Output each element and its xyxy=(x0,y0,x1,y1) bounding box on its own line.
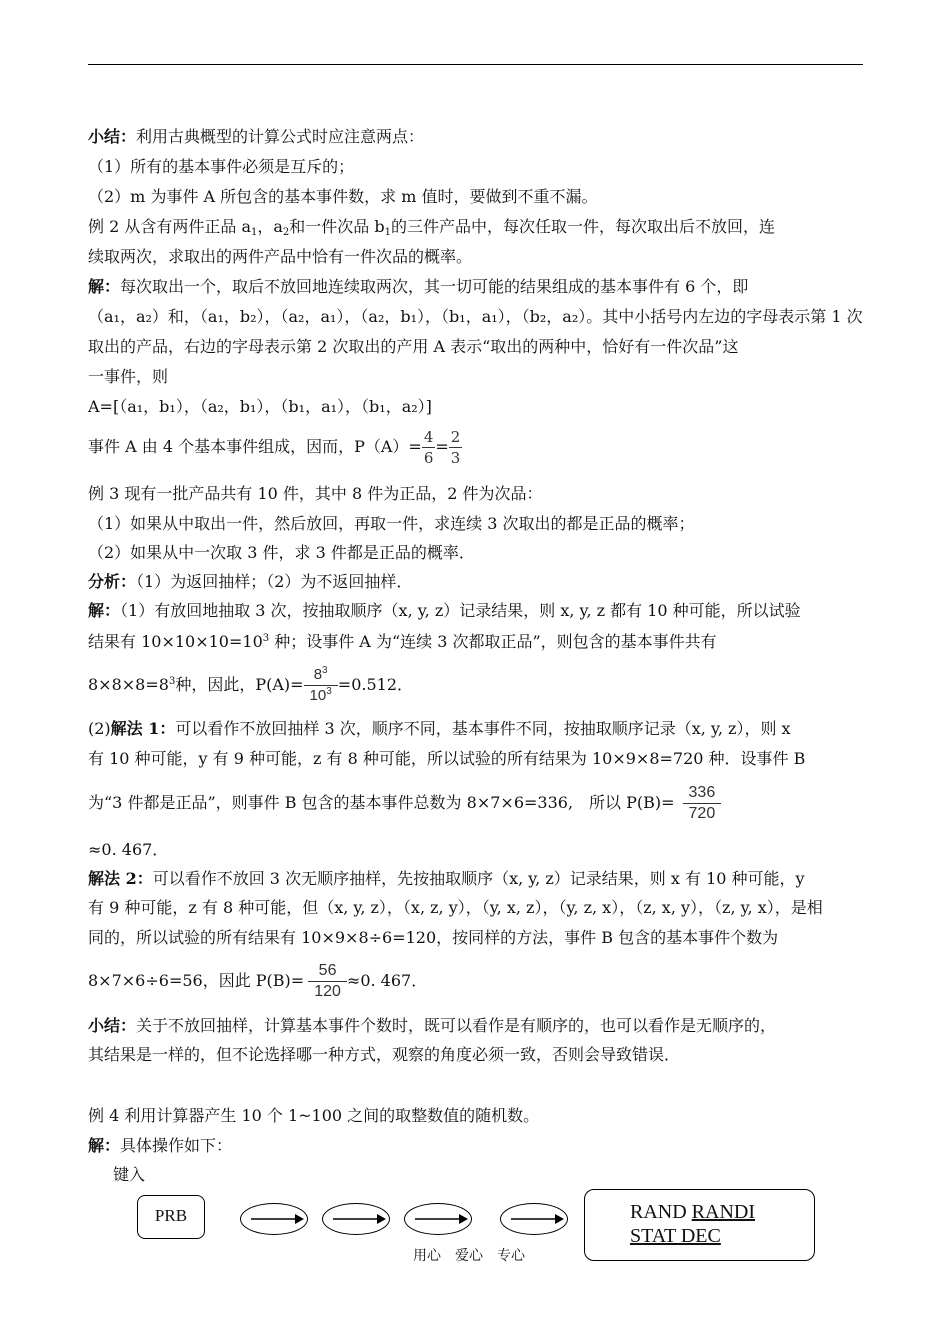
header-rule xyxy=(88,64,863,65)
fraction-2-3: $\frac{2}{3}$ xyxy=(450,428,461,467)
summary2-line1: 小结：关于不放回抽样，计算基本事件个数时，既可以看作是有顺序的，也可以看作是无顺序的， xyxy=(88,1016,777,1035)
ex3-method2-line3: 同的，所以试验的所有结果有 10×9×8÷6=120，按同样的方法，事件 B 包含的基本事件个数为 xyxy=(88,928,779,947)
summary1-title: 小结： xyxy=(88,127,137,146)
summary2-title: 小结： xyxy=(88,1016,137,1035)
ex3-method2-line1: 解法 2：可以看作不放回 3 次无顺序抽样，先按抽取顺序（x, y, z）记录结果，则 x 有 10 种可能，y xyxy=(88,869,805,888)
ex2-solution-title: 解： xyxy=(88,277,121,296)
fraction-56-120: $\frac{56}{120}$ xyxy=(308,961,347,1002)
ex2-question-line1: 例 2 从含有两件正品 $a_1$，$a_2$和一件次品 $b_1$的三件产品中，每次任取一件，每次取出后不放回，连 xyxy=(88,217,776,238)
ex3-method1-line3: 为“3 件都是正品”，则事件 B 包含的基本事件总数为 8×7×6=336, 所以 P(B)= $\frac{336}{720}$ xyxy=(88,775,868,831)
rand-row xyxy=(630,1200,755,1224)
ex4-key-in-label: 键入 xyxy=(113,1165,146,1184)
ex3-solution1-line2: 结果有 $10\times 10\times 10=10^3$ 种；设事件 A 为“连续 3 次都取正品”，则包含的基本事件共有 xyxy=(88,632,717,651)
ex3-question-line2: （1）如果从中取出一件，然后放回，再取一件，求连续 3 次取出的都是正品的概率； xyxy=(88,514,695,533)
ex2-solution-line3: 取出的产品，右边的字母表示第 2 次取出的产用 A 表示“取出的两种中，恰好有一件次品”这 xyxy=(88,337,739,356)
arrow-right-icon xyxy=(500,1203,568,1235)
summary1-text: 利用古典概型的计算公式时应注意两点： xyxy=(136,127,425,146)
ex3-method2-line2: 有 9 种可能，z 有 8 种可能，但（x, y, z），（x, z, y），（y, x, z），（y, z, x），（z, x, y），（z, y, x），是相 xyxy=(88,898,823,917)
ex3-method1-line2: 有 10 种可能，y 有 9 种可能，z 有 8 种可能，所以试验的所有结果为 10×9×8=720 种．设事件 B xyxy=(88,749,806,768)
ex2-solution-line2: （a₁，a₂）和，（a₁，b₂），（a₂，a₁），（a₂，b₁），（b₁，a₁），（b₂，a₂）。其中小括号内左边的字母表示第 1 次 xyxy=(88,307,863,326)
summary1-point1: （1）所有的基本事件必须是互斥的； xyxy=(88,157,355,176)
ex4-solution-title: 解： xyxy=(88,1136,121,1155)
prb-key: PRB xyxy=(137,1195,205,1239)
ex3-question-line3: （2）如果从中一次取 3 件，求 3 件都是正品的概率． xyxy=(88,543,475,562)
ex3-method2-title: 解法 2： xyxy=(88,869,153,888)
ex3-method1-title: 解法 1： xyxy=(110,719,176,738)
ex3-question-line1: 例 3 现有一批产品共有 10 件，其中 8 件为正品，2 件为次品： xyxy=(88,484,543,503)
randi-label: RANDI xyxy=(691,1201,756,1223)
rand-label: RAND xyxy=(630,1201,687,1223)
footer-caption: 用心 爱心 专心 xyxy=(413,1248,525,1264)
ex2-event-set: A=[（a₁，b₁），（a₂，b₁），（b₁，a₁），（b₁，a₂）] xyxy=(88,397,432,416)
arrow-right-icon xyxy=(322,1203,390,1235)
ex3-analysis: 分析：（1）为返回抽样；（2）为不返回抽样． xyxy=(88,572,413,591)
summary2-line2: 其结果是一样的，但不论选择哪一种方式，观察的角度必须一致，否则会导致错误． xyxy=(88,1045,681,1064)
ex2-solution-line4: 一事件，则 xyxy=(88,367,169,386)
ex4-solution: 解：具体操作如下： xyxy=(88,1136,233,1155)
summary1-point2: （2）m 为事件 A 所包含的基本事件数，求 m 值时，要做到不重不漏。 xyxy=(88,187,598,206)
ex3-method1-result: ≈0. 467． xyxy=(88,840,169,859)
ex4-question: 例 4 利用计算器产生 10 个 1~100 之间的取整数值的随机数。 xyxy=(88,1106,540,1125)
ex3-solution1-line3: $8\times 8\times 8=8^3$种，因此，P(A)= $\frac{8^3}{10^3}$ =0.512． xyxy=(88,665,413,704)
ex3-method2-line4: 8×7×6÷6=56，因此 P(B)= $\frac{56}{120}$ ≈0. 467． xyxy=(88,962,428,1000)
ex3-solution1-line1: 解：（1）有放回地抽取 3 次，按抽取顺序（x, y, z）记录结果，则 x, y, z 都有 10 种可能，所以试验 xyxy=(88,601,801,620)
ex3-method1-line1: (2)解法 1：可以看作不放回抽样 3 次，顺序不同，基本事件不同，按抽取顺序记录（x, y, z），则 x xyxy=(88,719,791,738)
arrow-right-icon xyxy=(240,1203,308,1235)
ex2-solution-line1: 解：每次取出一个，取后不放回地连续取两次，其一切可能的结果组成的基本事件有 6 个，即 xyxy=(88,277,749,296)
fraction-336-720: $\frac{336}{720}$ xyxy=(683,783,722,824)
ex2-question-line2: 续取两次，求取出的两件产品中恰有一件次品的概率。 xyxy=(88,247,473,266)
fraction-8cubed-10cubed: $\frac{8^3}{10^3}$ xyxy=(304,665,338,706)
ex3-solution-title: 解： xyxy=(88,601,121,620)
ex3-analysis-title: 分析： xyxy=(88,572,137,591)
summary1-heading xyxy=(88,125,868,149)
fraction-4-6: $\frac{4}{6}$ xyxy=(423,428,434,467)
ex2-probability-line: 事件 A 由 4 个基本事件组成，因而，P（A）= $\frac{4}{6}$ = $\frac{2}{3}$ xyxy=(88,428,461,467)
arrow-right-icon xyxy=(404,1203,472,1235)
stat-dec-label: STAT DEC xyxy=(630,1225,721,1247)
rand-menu-box xyxy=(584,1189,815,1261)
